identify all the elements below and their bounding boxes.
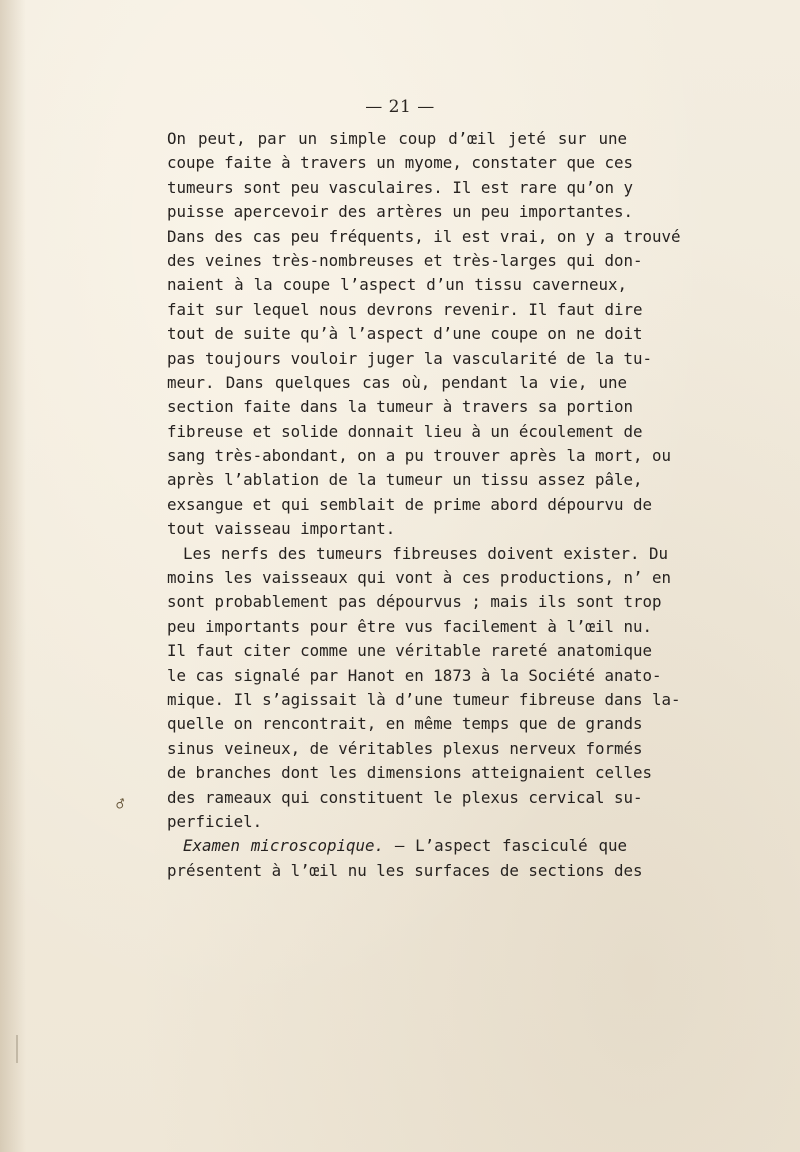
text-line: peu importants pour être vus facilement à l’œil nu.	[167, 616, 653, 636]
text-line: Il faut citer comme une véritable rareté anatomique	[167, 641, 653, 661]
text-line: sont probablement pas dépourvus ; mais ils sont trop	[167, 592, 662, 612]
text-line: de branches dont les dimensions atteignaient celles	[167, 763, 653, 783]
text-line: exsangue et qui semblait de prime abord dépourvu de	[167, 494, 653, 514]
text-line: après l’ablation de la tumeur un tissu assez pâle,	[167, 470, 643, 490]
text-line: sang très-abondant, on a pu trouver après la mort, ou	[167, 446, 672, 466]
margin-mark: ♂	[112, 795, 128, 813]
text-line: tout de suite qu’à l’aspect d’une coupe on ne doit	[167, 324, 643, 344]
italic-heading: Examen microscopique.	[183, 836, 385, 856]
page-left-edge-shadow	[0, 0, 26, 1152]
text-line: sinus veineux, de véritables plexus nerveux formés	[167, 738, 643, 758]
text-line: quelle on rencontrait, en même temps que de grands	[167, 714, 643, 734]
text-line: fait sur lequel nous devrons revenir. Il faut dire	[167, 299, 643, 319]
text-line: On peut, par un simple coup d’œil jeté sur une	[167, 129, 627, 148]
text-line: moins les vaisseaux qui vont à ces productions, n’ en	[167, 568, 672, 588]
text-line: Les nerfs des tumeurs fibreuses doivent exister. Du	[183, 543, 669, 563]
text-line: le cas signalé par Hanot en 1873 à la Société anato-	[167, 665, 662, 685]
text-line: puisse apercevoir des artères un peu importantes.	[167, 202, 634, 222]
text-line: tumeurs sont peu vasculaires. Il est rare qu’on y	[167, 177, 634, 197]
text-line: présentent à l’œil nu les surfaces de sections des	[167, 860, 643, 880]
text-line: section faite dans la tumeur à travers sa portion	[167, 397, 634, 417]
text-line: meur. Dans quelques cas où, pendant la vie, une	[167, 372, 627, 392]
body-text	[167, 127, 681, 883]
page-number: — 21 —	[365, 97, 435, 117]
text-line: fibreuse et solide donnait lieu à un écoulement de	[167, 421, 643, 441]
text-line: Dans des cas peu fréquents, il est vrai, on y a trouvé	[167, 226, 681, 246]
text-line: perficiel.	[167, 811, 263, 831]
text-line: mique. Il s’agissait là d’une tumeur fibreuse dans la-	[167, 689, 681, 709]
margin-tick	[16, 1035, 18, 1063]
text-line: des veines très-nombreuses et très-larges qui don-	[167, 250, 643, 270]
text-line-rest: — L’aspect fasciculé que	[394, 836, 627, 856]
text-line: naient à la coupe l’aspect d’un tissu caverneux,	[167, 275, 627, 295]
text-line: tout vaisseau important.	[167, 519, 396, 539]
text-line: des rameaux qui constituent le plexus cervical su-	[167, 787, 643, 807]
text-line: pas toujours vouloir juger la vascularité de la tu-	[167, 348, 653, 368]
text-line-with-heading	[167, 834, 627, 858]
text-line: coupe faite à travers un myome, constater que ces	[167, 153, 634, 173]
